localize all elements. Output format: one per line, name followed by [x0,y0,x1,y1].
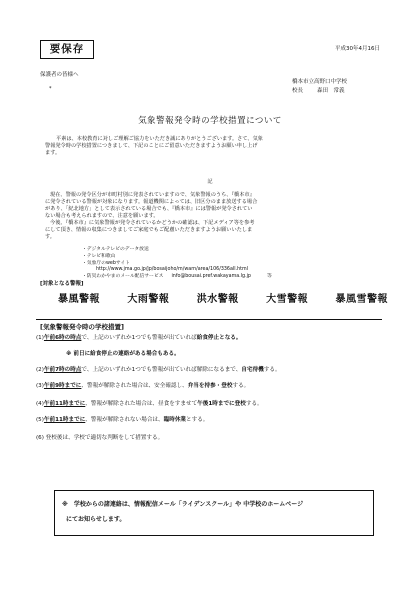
intro-line: 平素は、本校教育に対しご理解ご協力をいただき誠にありがとうございます。さて、気象 [56,136,263,142]
warning-item: 大雨警報 [127,294,170,305]
document-title: 気象警報発令時の学校措置について [138,116,282,126]
measure-text: で、上記のいずれか1つでも警報が出ていれば解除になるまで、 [81,367,242,373]
media-item: ・気象庁のwebサイト [82,260,130,266]
measure-1 [36,335,382,342]
measure-end: とする。 [186,417,209,423]
notice-line: ※ 学校からの諸連絡は、情報配信メール「ライデンスクール」や 中学校のホームページ [62,501,304,508]
body-line: にして頂き、情報の収集につきましてご家庭でもご配慮いただきますようお願いいたしま [45,227,253,233]
measure-end: する。 [232,383,250,389]
addressee: 保護者の皆様へ [40,72,79,78]
measure-time: 午前11時までに [43,401,86,407]
measure-result: 弁当を持参・登校 [187,383,233,389]
body-paragraph [45,192,375,241]
body-line: 現在、警報の発令区分が市町村別に発表されていますので、気象警報のうち、『橋本市』 [50,192,255,198]
school-name: 橋本市立高野口中学校 [292,79,348,85]
measures-title: [気象警報発令時の学校措置] [40,323,124,331]
measure-number: (5) [36,417,44,423]
warning-item: 暴風警報 [58,294,100,305]
measure-time: 午前11時までに [43,417,86,423]
measure-note: ※ 前日に給食停止の連絡がある場合もある。 [66,351,180,357]
measure-text: で、上記のいずれか1つでも警報が出ていれば [81,335,197,341]
intro-line: 警報発令時の学校措置につきまして、下記のことにご留意いただきますようお願い申し上げ [45,143,258,149]
measure-number: (3) [36,383,44,389]
media-item: ・デジタルテレビのデータ放送 [82,247,149,252]
measure-text: 、警報が解除された場合は、昼食をすませて [85,401,198,407]
measure-time: 午前6時の時点 [43,335,82,341]
measure-2 [36,367,382,374]
mail-etc: 等 [266,274,272,280]
intro-paragraph [45,136,375,157]
measure-result: 臨時休業 [163,417,187,423]
sender-block [292,78,347,95]
principal-title: 校長 [292,87,304,94]
warning-item: 大雪警報 [266,294,309,305]
mail-service-row [82,274,382,281]
body-line: に発令されている警報が対象になります。報道機関によっては、旧区分のまま放送する場合 [45,199,258,205]
measure-result: 給食停止となる。 [196,335,242,341]
ki-heading: 記 [207,179,213,185]
body-line: があり、「紀北地方」として表示されている場合でも、『橋本市』には警報が発令されてい [45,206,253,212]
issue-date: 平成30年4月16日 [335,46,380,52]
mail-service-label: ・防災わかやまのメール配信サービス [82,274,164,280]
measure-4 [36,401,382,408]
measure-end: する。 [263,367,281,373]
measure-5 [36,417,382,424]
warnings-list [58,290,388,305]
measure-time: 午前7時の時点 [43,367,82,373]
notice-line: にてお知らせします。 [66,516,126,523]
measures-box [36,319,382,474]
measure-6: (6) 登校後は、学校で適切な判断をして措置する。 [36,435,164,441]
mail-address-link[interactable]: info@bousai.pref.wakayama.lg.jp [171,274,251,280]
measure-result: 午後1時までに登校 [197,401,246,407]
media-item: ・テレビ和歌山 [82,253,116,259]
media-list [82,247,382,281]
body-line: 今後、『橋本市』に気象警報が発令されているかどうかの確認は、下記メディア等を参考 [50,220,255,226]
intro-line: ます。 [45,150,61,156]
jma-url-link[interactable]: http://www.jma.go.jp/jp/bosaijoho/m/warn/area/106/336all.html [96,267,249,273]
body-line: ない場合も考えられますので、注意を願います。 [45,213,159,219]
dot-mark: * [49,86,52,92]
measure-text: 、警報が解除されない場合は、 [85,417,164,423]
measure-end: する。 [245,401,263,407]
warnings-label: [対象となる警報] [40,281,84,287]
keep-badge: 要保存 [40,40,94,59]
body-line: す。 [45,234,55,240]
measure-3 [36,383,382,390]
warning-item: 暴風雪警報 [335,294,388,305]
measure-time: 午前9時までに [43,383,82,389]
warning-item: 洪水警報 [196,294,239,305]
measure-result: 自宅待機 [241,367,264,373]
measure-number: (1) [36,335,44,341]
notice-text [62,497,366,527]
principal-name: 森田 常義 [317,87,345,94]
measure-text: 、警報が解除された場合は、安全確認し、 [81,383,188,389]
measure-number: (4) [36,401,44,407]
measure-number: (2) [36,367,44,373]
